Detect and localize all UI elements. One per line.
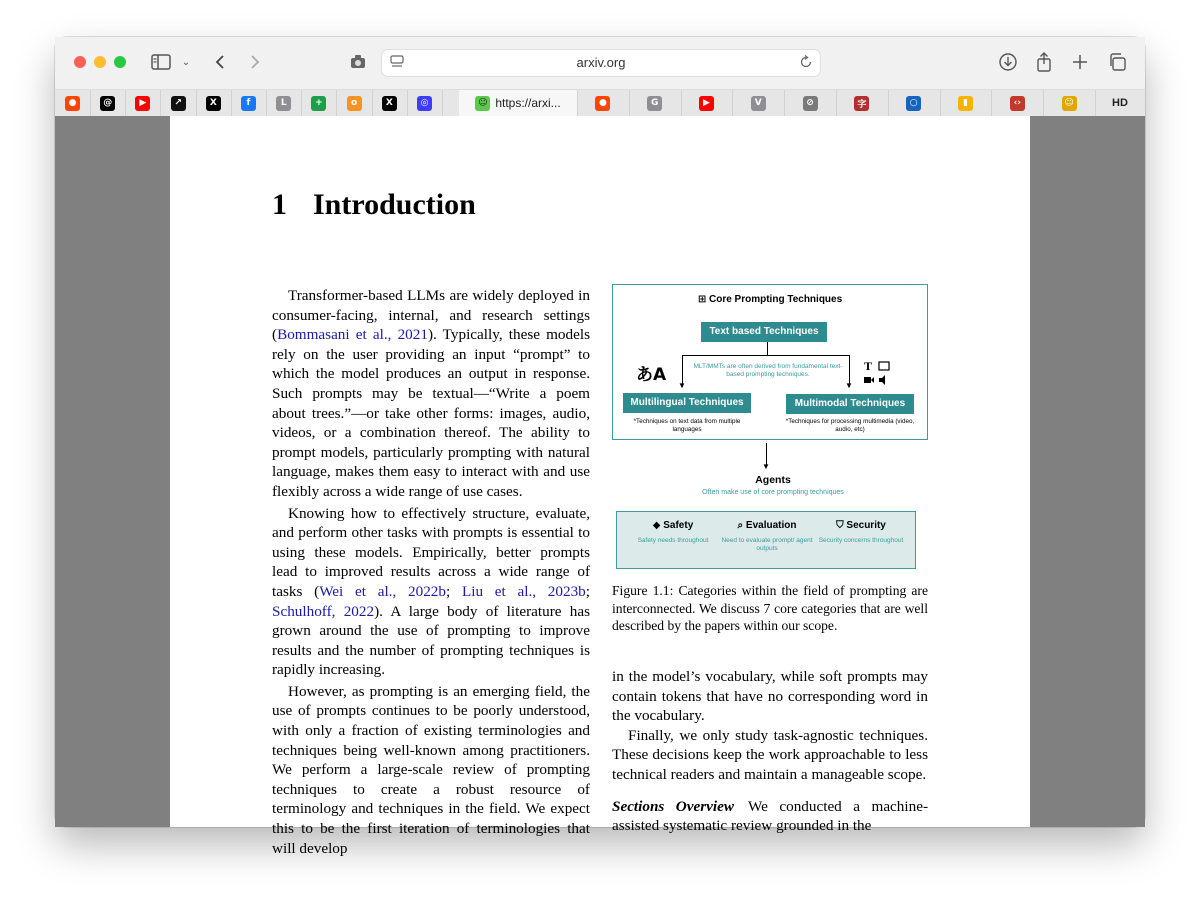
arrow-down-icon: ▼ [762,462,770,471]
share-icon[interactable] [1033,51,1055,73]
tab-youtube[interactable] [125,90,161,116]
tab-code[interactable] [991,90,1044,116]
right-column [612,667,928,836]
youtube-icon: ▶ [699,96,714,111]
tab-hd-label: HD [1112,97,1128,109]
forward-icon[interactable] [245,51,265,73]
citation-liu[interactable]: Liu et al., 2023b [461,582,586,600]
evaluation-note: Need to evaluate prompt/ agent outputs [721,537,813,552]
hierarchy-icon: ⊞ [697,294,707,305]
safety-note: Safety needs throughout [637,537,709,544]
arrow-down-icon: ▼ [845,381,853,390]
section-heading [272,188,476,222]
address-bar[interactable] [381,49,821,77]
browser-window [55,37,1145,857]
blue-circle-icon: ◎ [417,96,432,111]
figure-diagram [612,284,928,572]
back-icon[interactable] [210,51,230,73]
section-number: 1 [272,188,287,221]
tab-green-plus[interactable] [301,90,337,116]
text-based-box: Text based Techniques [701,322,827,342]
evaluation-item [721,520,813,552]
magnifier-icon: ⌕ [737,520,744,531]
tab-letter-l[interactable] [266,90,302,116]
intro-paragraph-2 [272,504,590,680]
tab-overview-icon[interactable] [1106,51,1128,73]
sidebar-toggle-icon[interactable] [150,51,172,73]
tab-letter-v[interactable] [732,90,785,116]
multilingual-note: *Techniques on text data from multiple languages [633,418,741,433]
agents-note: Often make use of core prompting techniques [702,489,844,496]
face-icon: ☺ [1062,96,1077,111]
tab-facebook[interactable] [231,90,267,116]
facebook-icon: f [241,96,256,111]
close-window-button[interactable] [74,56,86,68]
tab-reddit[interactable] [55,90,91,116]
reddit-icon: ● [595,96,610,111]
browser-toolbar [55,37,1145,90]
multimodal-note: *Techniques for processing multimedia (video, audio, etc) [785,418,915,433]
agents-label: Agents [755,474,791,486]
core-techniques-title [612,294,928,305]
tab-face[interactable] [1043,90,1096,116]
security-label: Security [846,520,886,531]
odnoklassniki-icon: o [347,96,362,111]
tab-youtube[interactable] [681,90,734,116]
tab-bars[interactable] [940,90,993,116]
safety-item [627,520,719,545]
derived-note: MLT/MMTs are often derived from fundamental text-based prompting techniques. [693,363,843,378]
tab-compass[interactable] [784,90,837,116]
x-icon: X [206,96,221,111]
tab-blue-circle[interactable] [407,90,443,116]
right-paragraph-3 [612,797,928,836]
reddit-icon: ● [65,96,80,111]
bars-icon: ▮ [958,96,973,111]
extension-icon[interactable] [347,51,369,73]
connector-line [767,342,768,355]
citation-wei[interactable]: Wei et al., 2022b [319,582,446,600]
ring-icon: ○ [906,96,921,111]
minimize-window-button[interactable] [94,56,106,68]
square-arrow-icon: ↗ [171,96,186,111]
zoom-window-button[interactable] [114,56,126,68]
language-icon: あA [636,365,667,385]
shield-icon: ⛉ [836,520,844,531]
safety-label: Safety [663,520,694,531]
multilingual-box: Multilingual Techniques [623,393,751,413]
downloads-icon[interactable] [997,51,1019,73]
sections-overview-lead: Sections Overview [612,797,735,815]
tab-active[interactable] [459,90,578,116]
code-icon: ‹› [1010,96,1025,111]
letter-l-icon: L [276,96,291,111]
tab-reddit[interactable] [577,90,630,116]
chevron-down-icon[interactable]: ⌄ [181,56,191,68]
tab-x[interactable] [196,90,232,116]
tab-ring[interactable] [888,90,941,116]
youtube-icon: ▶ [135,96,150,111]
address-text: arxiv.org [576,55,626,70]
letter-v-icon: V [751,96,766,111]
threads-icon: @ [100,96,115,111]
reload-icon[interactable] [798,54,814,75]
tab-letter-g[interactable] [629,90,682,116]
pdf-page [170,116,1030,857]
svg-text:T: T [864,359,873,373]
para2-sep-1: ; [445,582,462,600]
arrow-down-icon: ▼ [678,381,686,390]
tab-hd[interactable] [1095,90,1145,116]
figure-caption: Figure 1.1: Categories within the field of prompting are interconnected. We discuss 7 core categories that are well described by the papers within our scope. [612,583,928,634]
connector-line [682,355,850,356]
right-paragraph-2: Finally, we only study task-agnostic techniques. These decisions keep the work approachable to less technical readers and maintain a manageable scope. [612,726,928,783]
evaluation-label: Evaluation [745,520,797,531]
new-tab-icon[interactable] [1069,51,1091,73]
security-item [815,520,907,545]
para2-text-b: ). A large body of literature has grown around the use of prompting to improve results and the number of prompting techniques is rapidly increasing. [272,602,591,679]
intro-paragraph-1 [272,286,590,502]
page-viewport[interactable] [55,116,1145,857]
letter-g-icon: G [647,96,662,111]
right-paragraph-1: in the model’s vocabulary, while soft prompts may contain tokens that have no corresponding word in the vocabulary. [612,668,928,725]
tab-threads[interactable] [90,90,126,116]
tab-square-arrow[interactable] [161,90,197,116]
section-title: Introduction [313,188,476,221]
para2-text-a: Knowing how to effectively structure, evaluate, and perform other tasks with prompts is essential to using these models. Empirically, better prompts lead to improved results across a wide range of tasks ( [272,504,590,600]
tab-active-label: https://arxi... [495,96,561,110]
tab-odnoklassniki[interactable] [337,90,373,116]
diamond-icon: ◆ [652,520,661,531]
left-column [272,286,590,858]
para1-text-b: ). Typically, these models rely on the user providing an input “prompt” to which the model produces an output in response. Such prompts may be textual—“Write a poem about trees.”—or take other forms: images, audio, videos, or a combination thereof. The ability to prompt models, particularly prompting with natural language, makes them easy to interact with and use flexibly across a wide range of use cases. [272,326,590,500]
sections-overview-text: We conducted a machine-assisted systematic review grounded in the [612,797,929,835]
core-title-text: Core Prompting Techniques [709,294,843,305]
smiley-favicon-icon: ☺ [475,96,490,111]
tab-kanji[interactable] [836,90,889,116]
security-note: Security concerns throughout [818,537,904,544]
multimodal-box: Multimodal Techniques [786,394,914,414]
kanji-icon: 字 [854,96,869,111]
citation-schulhoff[interactable]: Schulhoff, 2022 [272,602,375,620]
green-plus-icon: + [311,96,326,111]
para1-text-a: Transformer-based LLMs are widely deployed in consumer-facing, internal, and research settings ( [272,287,590,344]
x-icon: X [382,96,397,111]
intro-paragraph-3: However, as prompting is an emerging field, the use of prompts continues to be poorly understood, with only a fraction of existing terminologies and techniques being well-known among practitioners. We perform a large-scale review of prompting techniques to create a robust resource of terminology and techniques in the field. We expect this to be the first iteration of terminologies that will develop [272,682,590,857]
tab-bar [55,90,1145,117]
citation-bommasani[interactable]: Bommasani et al., 2021 [277,326,428,344]
compass-icon: ⊘ [803,96,818,111]
media-icons [864,360,892,391]
para2-sep-2: ; [585,582,590,600]
safety-eval-security-box [616,511,916,569]
tab-x[interactable] [372,90,408,116]
